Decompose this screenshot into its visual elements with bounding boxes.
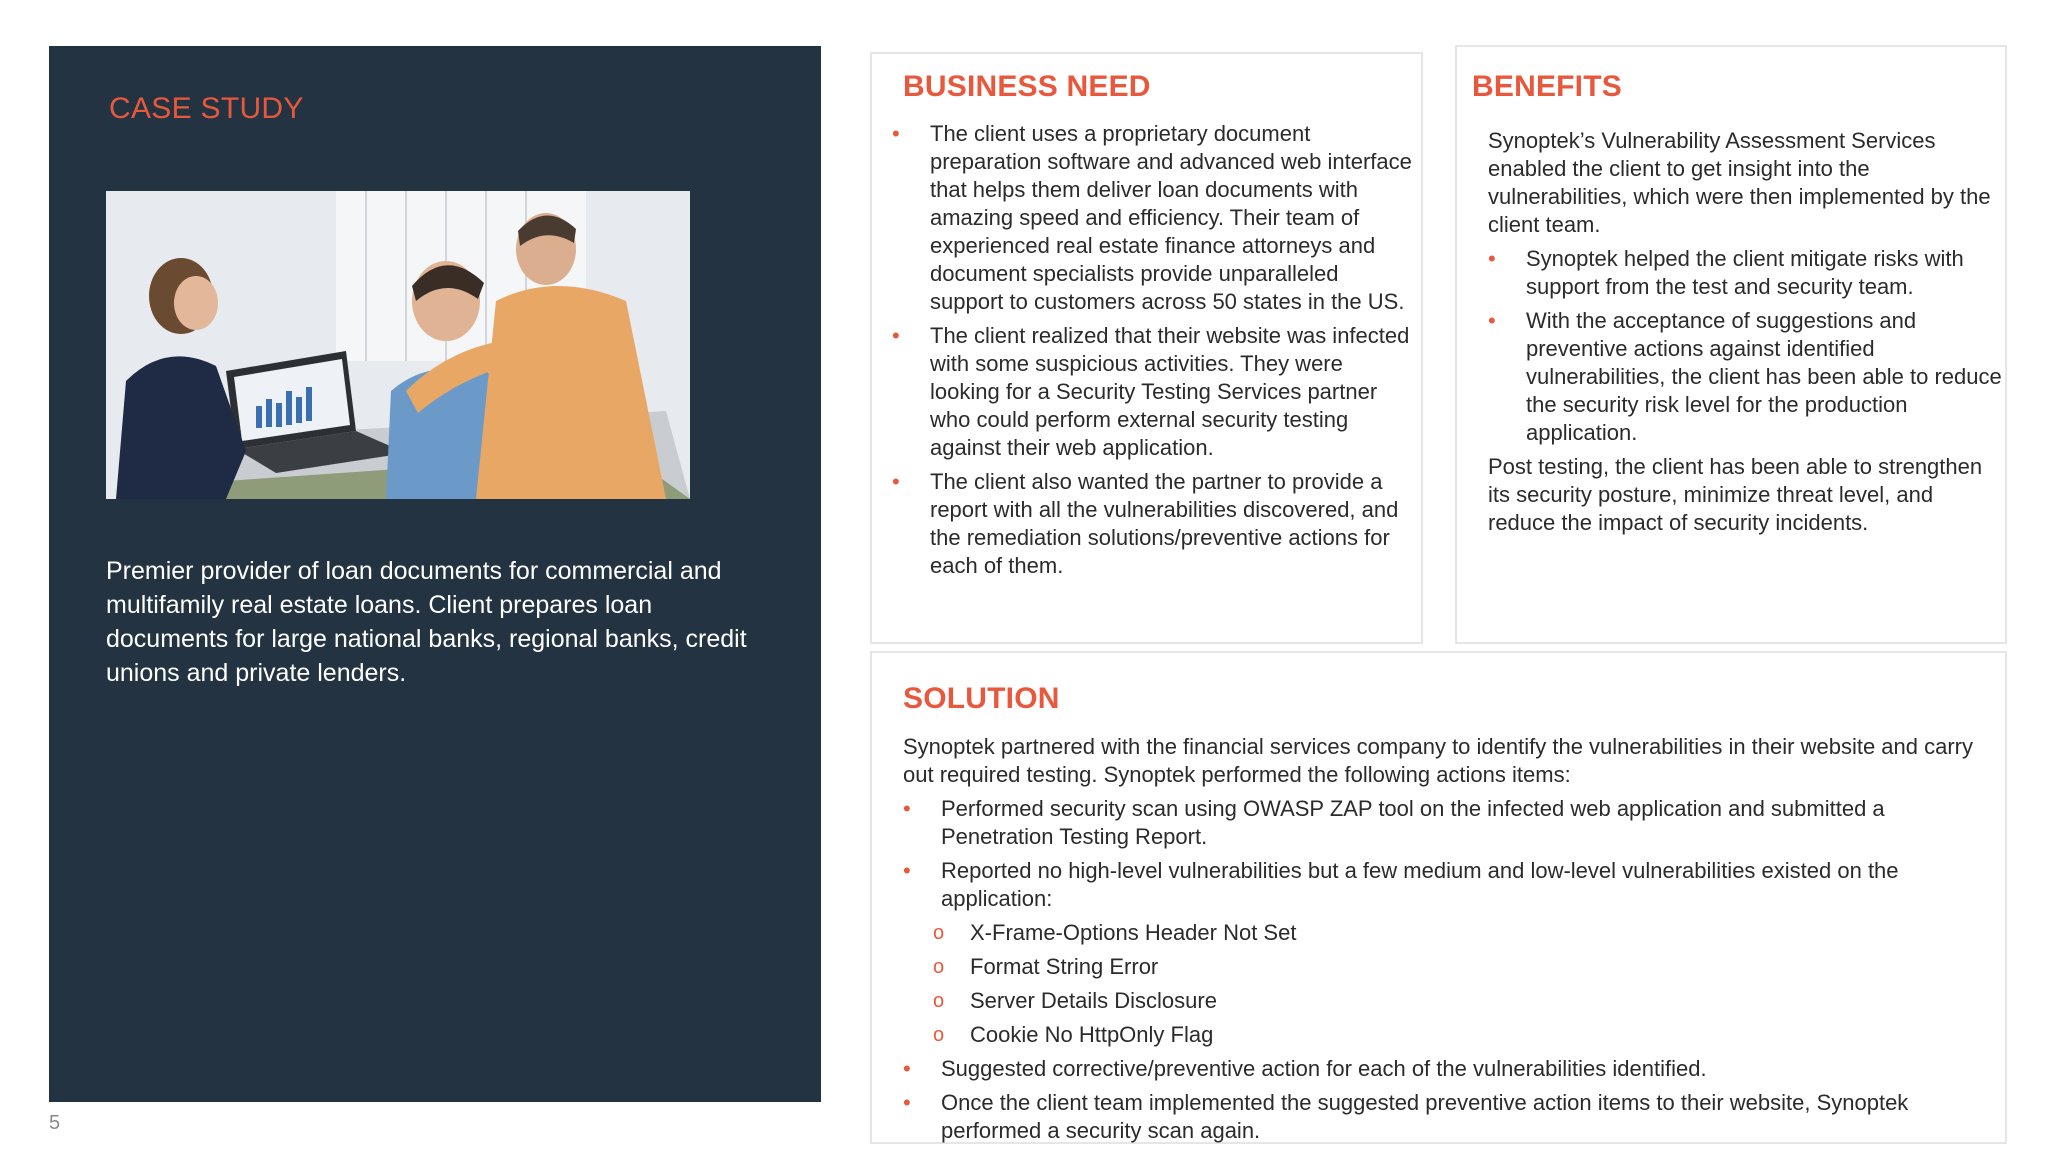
list-item xyxy=(903,857,2003,1049)
business-need-body xyxy=(892,120,1417,586)
benefits-body xyxy=(1488,127,2002,543)
client-description: Premier provider of loan documents for commercial and multifamily real estate loans. Client prepares loan documents for large national banks, regional banks, credit unions and private lenders. xyxy=(106,557,747,687)
solution-body xyxy=(903,733,2003,1151)
vulnerability-item: o Server Details Disclosure xyxy=(903,987,2003,1015)
business-need-list xyxy=(892,120,1417,580)
benefits-list xyxy=(1488,245,2002,447)
benefits-heading: BENEFITS xyxy=(1472,70,1622,103)
photo-illustration xyxy=(106,191,690,499)
list-item: • Synoptek helped the client mitigate risks with support from the test and security team. xyxy=(1488,245,2002,301)
list-item: • Suggested corrective/preventive action for each of the vulnerabilities identified. xyxy=(903,1055,2003,1083)
solution-list xyxy=(903,795,2003,1145)
business-need-card xyxy=(870,52,1423,644)
list-item: • Performed security scan using OWASP ZAP tool on the infected web application and submitted a Penetration Testing Report. xyxy=(903,795,2003,851)
vulnerability-item: o Cookie No HttpOnly Flag xyxy=(903,1021,2003,1049)
case-study-label: CASE STUDY xyxy=(109,92,304,125)
solution-heading: SOLUTION xyxy=(903,682,1060,715)
vulnerability-item: o Format String Error xyxy=(903,953,2003,981)
benefits-card xyxy=(1455,45,2007,644)
benefits-outro: Post testing, the client has been able to strengthen its security posture, minimize threat level, and reduce the impact of security incidents. xyxy=(1488,454,1983,535)
list-item: • Once the client team implemented the suggested preventive action items to their website, Synoptek performed a security scan again. xyxy=(903,1089,2003,1145)
list-item: • The client also wanted the partner to provide a report with all the vulnerabilities discovered, and the remediation solutions/preventive actions for each of them. xyxy=(892,468,1417,580)
list-item: • With the acceptance of suggestions and preventive actions against identified vulnerabilities, the client has been able to reduce the security risk level for the production application. xyxy=(1488,307,2002,447)
list-item-text: Reported no high-level vulnerabilities but a few medium and low-level vulnerabilities existed on the application: xyxy=(941,858,1899,911)
list-item: • The client uses a proprietary document preparation software and advanced web interface that helps them deliver loan documents with amazing speed and efficiency. Their team of experienced real estate finance attorneys and document specialists provide unparalleled support to customers across 50 states in the US. xyxy=(892,120,1417,316)
list-item: • The client realized that their website was infected with some suspicious activities. They were looking for a Security Testing Services partner who could perform external security testing against their web application. xyxy=(892,322,1417,462)
case-study-panel xyxy=(49,46,821,1102)
vulnerability-item: o X-Frame-Options Header Not Set xyxy=(903,919,2003,947)
vulnerability-list xyxy=(903,919,2003,1049)
benefits-intro: Synoptek’s Vulnerability Assessment Services enabled the client to get insight into the vulnerabilities, which were then implemented by the client team. xyxy=(1488,128,1991,237)
solution-card xyxy=(870,651,2007,1144)
solution-intro: Synoptek partnered with the financial services company to identify the vulnerabilities in their website and carry out required testing. Synoptek performed the following actions items: xyxy=(903,734,1973,787)
page-number: 5 xyxy=(49,1112,61,1134)
business-need-heading: BUSINESS NEED xyxy=(903,70,1151,103)
business-meeting-photo xyxy=(106,191,690,499)
